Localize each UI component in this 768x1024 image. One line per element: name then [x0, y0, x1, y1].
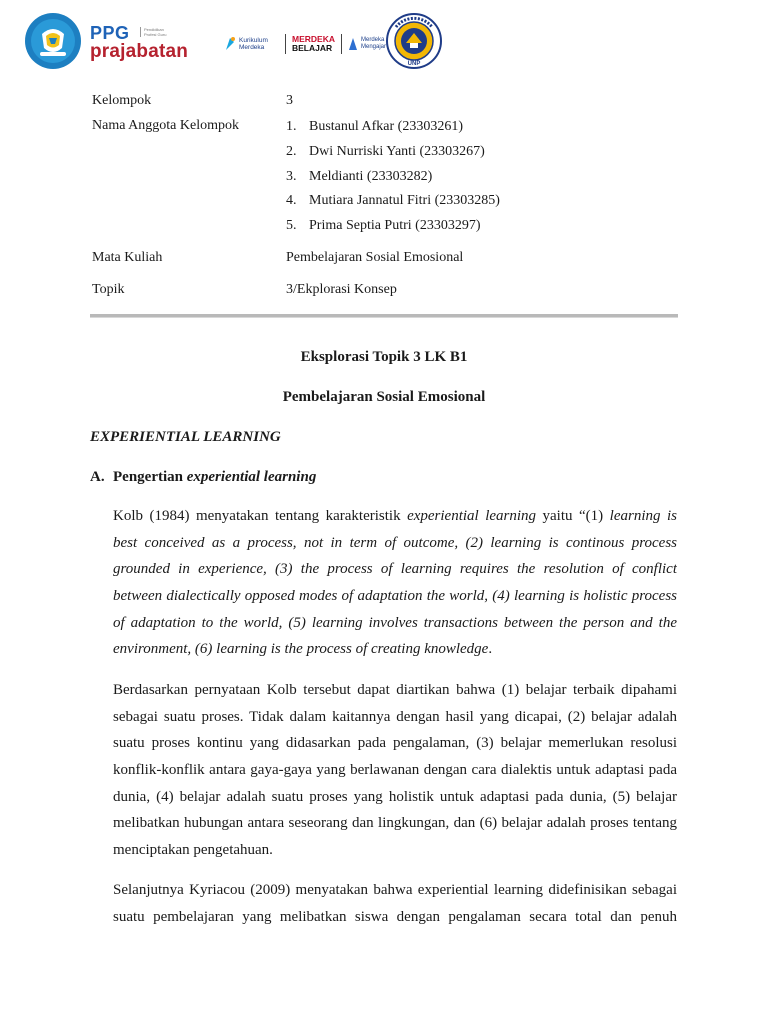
document-subtitle: Pembelajaran Sosial Emosional [282, 389, 486, 405]
paragraph-line: suatu proses kontinu yang didasarkan pada pengalaman, (3) belajar memerlukan resolusi [113, 735, 677, 752]
belajar-word: BELAJAR [292, 43, 333, 53]
unp-abbrev: UNP [407, 61, 421, 67]
ppg-prajabatan-logo [90, 24, 188, 62]
member-item [286, 217, 481, 235]
topik-label: Topik [92, 282, 125, 297]
kurikulum-merdeka-logos [224, 34, 393, 54]
merdeka-belajar-logo [292, 35, 335, 54]
member-item [286, 118, 463, 136]
matkul-value: Pembelajaran Sosial Emosional [286, 250, 464, 265]
kelompok-label: Kelompok [92, 93, 152, 108]
paragraph-line: menciptakan pengetahuan. [113, 842, 273, 859]
member-name: Mutiara Jannatul Fitri (23303285) [309, 193, 500, 208]
paragraph-line: suatu pembelajaran yang melibatkan siswa dengan pengalaman secara total dan penuh [113, 908, 677, 925]
kurikulum-merdeka-icon [224, 36, 236, 52]
tut-wuri-handayani-logo-icon [24, 12, 82, 70]
text-run-italic: learning is [609, 508, 677, 524]
text-run-italic: experiential learning [407, 508, 537, 524]
kelompok-value: 3 [286, 93, 293, 108]
ppg-tagline: Pendidikan Profesi Guru [140, 27, 172, 37]
paragraph-line [113, 636, 677, 663]
section-a-heading [90, 468, 316, 486]
kurikulum-merdeka-label: Kurikulum Merdeka [239, 37, 268, 51]
merdeka-mengajar-icon [348, 36, 358, 52]
horizontal-divider [90, 314, 678, 318]
member-number: 1. [286, 119, 297, 134]
document-title: Eksplorasi Topik 3 LK B1 [300, 349, 468, 365]
merdeka-word: MERDEKA [292, 33, 335, 44]
paragraph-line: Berdasarkan pernyataan Kolb tersebut dapat diartikan bahwa (1) belajar terbaik dipahami [113, 682, 677, 698]
paragraph-line: dunia, (4) belajar adalah suatu proses yang holistik untuk adaptasi pada dunia, (5) belajar [113, 788, 677, 805]
merdeka-mengajar-label: Merdeka Mengajar [360, 37, 386, 50]
paragraph-interpretation [113, 677, 677, 864]
text-run: Kolb (1984) menyatakan tentang karakteristik [113, 508, 408, 524]
member-item [286, 192, 500, 210]
text-run-italic: best conceived as a process, not in term of outcome, (2) learning is continous process [113, 534, 677, 551]
ppg-word: PPG [90, 23, 130, 43]
paragraph-kyriacou [113, 877, 677, 930]
member-item [286, 143, 485, 161]
paragraph-line [113, 503, 677, 530]
topik-value: 3/Ekplorasi Konsep [286, 282, 397, 297]
member-number: 3. [286, 169, 297, 184]
member-number: 2. [286, 144, 297, 159]
member-name: Bustanul Afkar (23303261) [309, 119, 463, 134]
section-a-letter: A. [90, 469, 105, 485]
paragraph-line: konflik-konflik antara gaya-gaya yang berlawanan dengan cara dialektis untuk adaptasi pada [113, 762, 677, 779]
matkul-label: Mata Kuliah [92, 250, 163, 265]
section-a-prefix: Pengertian [113, 469, 187, 485]
paragraph-kolb [113, 503, 677, 663]
member-name: Dwi Nurriski Yanti (23303267) [309, 144, 485, 159]
section-a-italic: experiential learning [186, 469, 317, 485]
member-name: Meldianti (23303282) [309, 169, 433, 184]
paragraph-line: sebagai suatu proses. Tidak dalam kaitannya dengan hasil yang dicapai, (2) belajar adalah [113, 708, 677, 725]
text-run-italic: between dialectically opposed modes of adaptation the world, (4) learning is holistic process [113, 588, 677, 605]
paragraph-line [113, 530, 677, 557]
member-number: 4. [286, 193, 297, 208]
header-logos [22, 10, 462, 76]
text-run-italic: grounded in experience, (3) the process of learning requires the resolution of conflict [113, 561, 677, 578]
main-heading: EXPERIENTIAL LEARNING [90, 429, 281, 445]
paragraph-line [113, 610, 677, 637]
paragraph-line: melibatkan hubungan antara seseorang dan lingkungan, dan (6) belajar adalah proses tentang [113, 815, 677, 832]
text-run: yaitu “(1) [536, 508, 610, 524]
paragraph-line [113, 556, 677, 583]
text-run-italic: of adaptation to the world, (5) learning involves transactions between the person and the [113, 614, 677, 631]
paragraph-line [113, 583, 677, 610]
member-number: 5. [286, 218, 297, 233]
logo-separator [285, 34, 286, 54]
member-item [286, 168, 432, 186]
text-run-italic: environment, (6) learning is the process of creating knowledge [113, 641, 489, 658]
logo-separator [341, 34, 342, 54]
text-run: . [488, 641, 493, 658]
member-name: Prima Septia Putri (23303297) [309, 218, 481, 233]
prajabatan-word: prajabatan [90, 41, 189, 62]
unp-seal-logo-icon [386, 13, 442, 69]
paragraph-line: Selanjutnya Kyriacou (2009) menyatakan bahwa experiential learning didefinisikan sebagai [113, 882, 677, 898]
anggota-label: Nama Anggota Kelompok [92, 118, 239, 133]
